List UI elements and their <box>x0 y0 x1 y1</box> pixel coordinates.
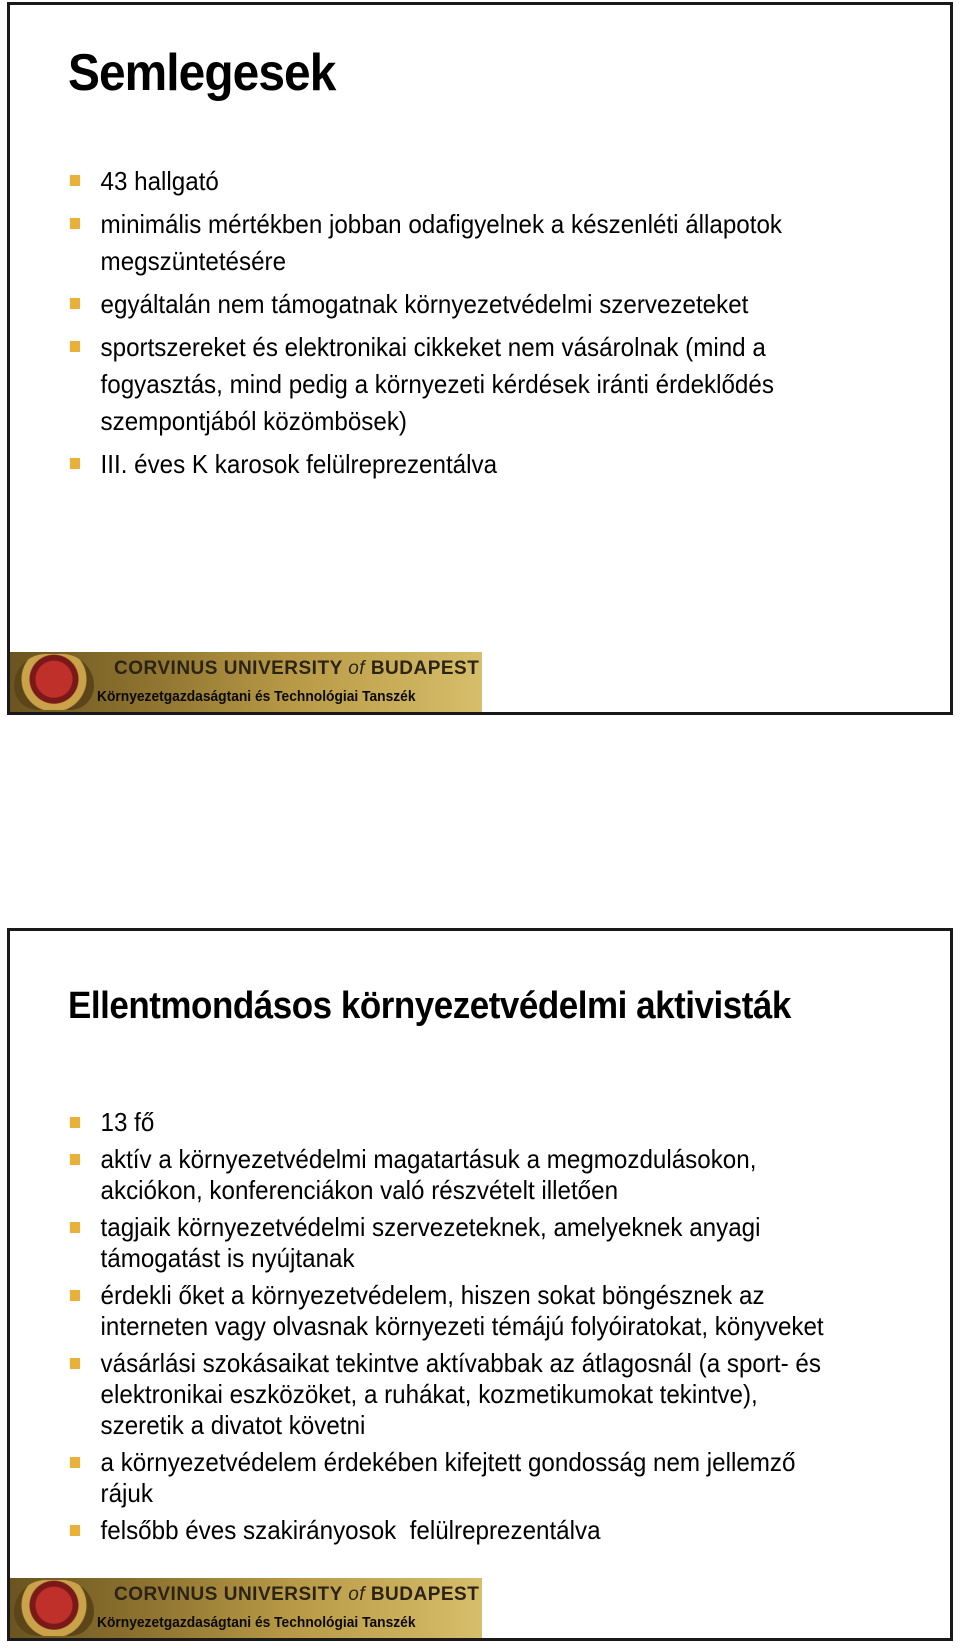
university-crest-icon <box>14 654 94 710</box>
square-bullet-icon <box>70 341 80 352</box>
square-bullet-icon <box>70 1525 80 1536</box>
square-bullet-icon <box>70 218 80 229</box>
square-bullet-icon <box>70 1358 80 1369</box>
bullet-item: egyáltalán nem támogatnak környezetvédelmi szervezeteket <box>68 286 938 323</box>
bullet-list <box>68 1107 928 1552</box>
bullet-item: minimális mértékben jobban odafigyelnek a készenléti állapotok megszüntetésére <box>68 206 938 280</box>
bullet-item: III. éves K karosok felülreprezentálva <box>68 446 938 483</box>
square-bullet-icon <box>70 1154 80 1165</box>
bullet-item: felsőbb éves szakirányosok felülreprezentálva <box>68 1515 938 1546</box>
bullet-list <box>68 163 928 489</box>
department-name: Környezetgazdaságtani és Technológiai Tanszék <box>97 688 416 705</box>
square-bullet-icon <box>70 1222 80 1233</box>
university-crest-icon <box>14 1580 94 1636</box>
slide-title: Semlegesek <box>68 44 336 102</box>
bullet-item: érdekli őket a környezetvédelem, hiszen sokat böngésznek az interneten vagy olvasnak környezeti témájú folyóiratokat, könyveket <box>68 1280 938 1342</box>
bullet-item: aktív a környezetvédelmi magatartásuk a megmozdulásokon, akciókon, konferenciákon való részvételt illetően <box>68 1144 938 1206</box>
square-bullet-icon <box>70 298 80 309</box>
slide-semlegesek <box>7 2 953 715</box>
slide-ellentmondasos-aktivistak <box>7 928 953 1641</box>
university-name: CORVINUS UNIVERSITY of BUDAPEST <box>114 658 480 679</box>
corvinus-footer-banner <box>10 1578 482 1638</box>
corvinus-footer-banner <box>10 652 482 712</box>
bullet-item: a környezetvédelem érdekében kifejtett gondosság nem jellemző rájuk <box>68 1447 938 1509</box>
department-name: Környezetgazdaságtani és Technológiai Tanszék <box>97 1614 416 1631</box>
square-bullet-icon <box>70 458 80 469</box>
bullet-item: vásárlási szokásaikat tekintve aktívabbak az átlagosnál (a sport- és elektronikai eszközöket, a ruhákat, kozmetikumokat tekintve), szeretik a divatot követni <box>68 1348 938 1441</box>
bullet-item: sportszereket és elektronikai cikkeket nem vásárolnak (mind a fogyasztás, mind pedig a környezeti kérdések iránti érdeklődés szempontjából közömbösek) <box>68 329 938 440</box>
slide-title: Ellentmondásos környezetvédelmi aktivisták <box>68 985 791 1027</box>
university-name: CORVINUS UNIVERSITY of BUDAPEST <box>114 1584 480 1605</box>
bullet-item: 13 fő <box>68 1107 938 1138</box>
square-bullet-icon <box>70 1290 80 1301</box>
square-bullet-icon <box>70 1457 80 1468</box>
bullet-item: 43 hallgató <box>68 163 938 200</box>
square-bullet-icon <box>70 175 80 186</box>
bullet-item: tagjaik környezetvédelmi szervezeteknek, amelyeknek anyagi támogatást is nyújtanak <box>68 1212 938 1274</box>
square-bullet-icon <box>70 1117 80 1128</box>
